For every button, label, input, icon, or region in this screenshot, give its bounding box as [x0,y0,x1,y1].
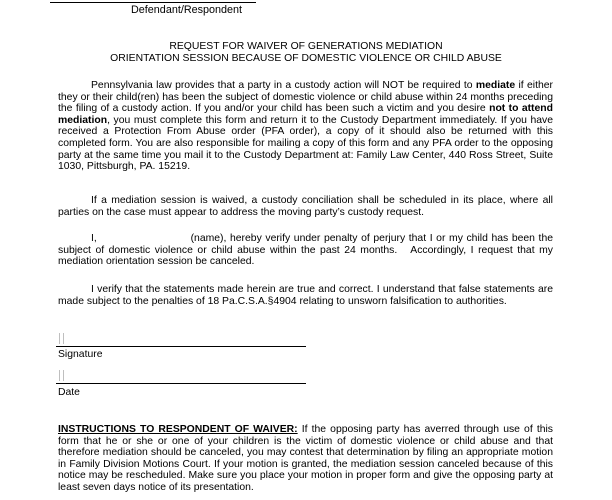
defendant-signature-line [50,2,256,3]
date-line[interactable] [56,383,306,384]
form-title-line2: ORIENTATION SESSION BECAUSE OF DOMESTIC VIOLENCE OR CHILD ABUSE [110,53,502,64]
name-blank-line[interactable] [103,242,193,243]
defendant-label: Defendant/Respondent [131,4,243,16]
date-field-marker [59,370,64,381]
paragraph-eligibility-bold-not-attend: not to attend mediation [58,103,553,126]
paragraph-eligibility-bold-mediate: mediate [475,80,516,91]
instructions-heading: INSTRUCTIONS TO RESPONDENT OF WAIVER: [58,424,298,435]
paragraph-eligibility-text-3: , you must complete this form and return it to the Custody Department immediately. If you have received a Protection From Abuse order (PFA order), a copy of it should also be returned with this completed form. You are also responsible for mailing a copy of this form and any PFA order to the opposing party at the same time you mail it to the Custody Department at: Family Law Center, 440 Ross Street, Suite 1030, Pittsburgh, PA. 15219. [58,114,553,173]
paragraph-truth-statement: I verify that the statements made herein are true and correct. I understand that false statements are made subject to the penalties of 18 Pa.C.S.A.§4904 relating to unsworn falsification to authorities. [58,284,553,307]
date-label: Date [58,387,80,398]
signature-line[interactable] [56,346,306,347]
paragraph-eligibility [58,80,553,173]
paragraph-eligibility-text-2: if either they or their child(ren) has been the subject of domestic violence or child abuse within 24 months preceding the filing of a custody action. If you and/or your child has been such a victim and you desire [58,80,554,115]
form-title-line1: REQUEST FOR WAIVER OF GENERATIONS MEDIATION [169,41,443,52]
signature-field-marker [59,333,64,344]
paragraph-eligibility-text-1: Pennsylvania law provides that a party in a custody action will NOT be required to [91,80,476,91]
signature-label: Signature [58,349,103,360]
instructions-paragraph [58,424,553,494]
instructions-text: If the opposing party has averred through use of this form that he or she or one of your children is the victim of domestic violence or child abuse and that therefore mediation should be canceled, you may contest that determination by filing an appropriate motion in Family Division Motions Court. If your motion is granted, the mediation session canceled because of this notice may be rescheduled. Make sure you place your motion in proper form and give the opposing party at least seven days notice of its presentation. [58,424,553,493]
paragraph-verification-request: I, (name), hereby verify under penalty of perjury that I or my child has been the subject of domestic violence or child abuse within the past 24 months. Accordingly, I request that my mediation orientation session be canceled. [58,233,556,268]
paragraph-waiver-effect: If a mediation session is waived, a custody conciliation shall be scheduled in its place, where all parties on the case must appear to address the moving party’s custody request. [58,195,553,218]
